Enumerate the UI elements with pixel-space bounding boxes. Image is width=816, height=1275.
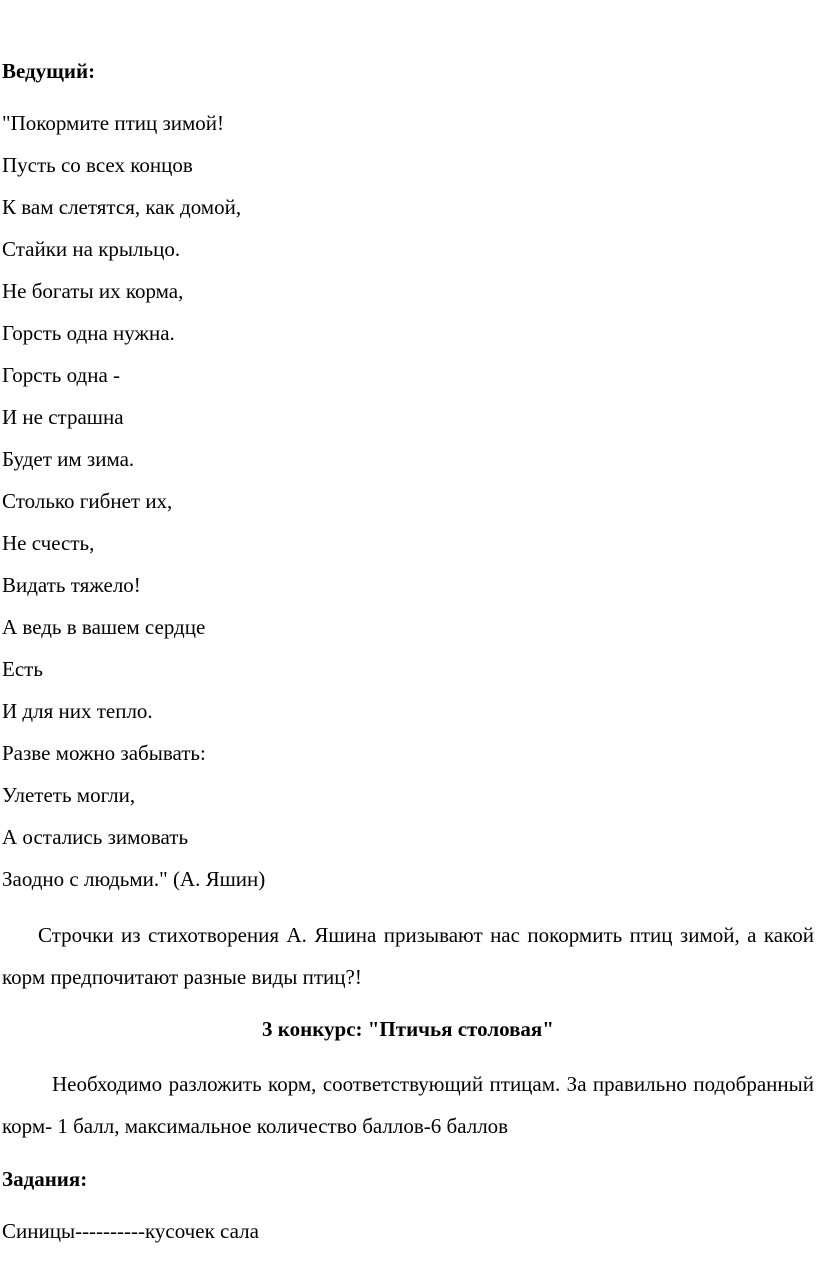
poem-line: Не богаты их корма,: [2, 279, 184, 303]
poem-line: А остались зимовать: [2, 825, 189, 849]
poem-line: К вам слетятся, как домой,: [2, 195, 242, 219]
poem-line: Видать тяжело!: [2, 573, 141, 597]
speaker-label: Ведущий:: [2, 59, 96, 83]
poem-line: Будет им зима.: [2, 447, 135, 471]
poem-line: Горсть одна -: [2, 363, 121, 387]
poem-line: Улететь могли,: [2, 783, 136, 807]
poem-line: И для них тепло.: [2, 699, 153, 723]
poem-line: Горсть одна нужна.: [2, 321, 175, 345]
tasks-heading: Задания:: [2, 1167, 88, 1191]
intro-paragraph: Строчки из стихотворения А. Яшина призывают нас покормить птиц зимой, а какой корм предпочитают разные виды птиц?!: [2, 923, 814, 989]
task-item: Синицы----------кусочек сала: [2, 1219, 259, 1243]
contest-title: 3 конкурс: "Птичья столовая": [262, 1017, 554, 1041]
poem-line: Пусть со всех концов: [2, 153, 193, 177]
poem-line: Не счесть,: [2, 531, 95, 555]
poem-line: Разве можно забывать:: [2, 741, 206, 765]
contest-description: Необходимо разложить корм, соответствующий птицам. За правильно подобранный корм- 1 балл, максимальное количество баллов-6 баллов: [2, 1072, 814, 1138]
poem-line: "Покормите птиц зимой!: [2, 111, 225, 135]
poem-line: Столько гибнет их,: [2, 489, 173, 513]
poem-line: Заодно с людьми." (А. Яшин): [2, 867, 266, 891]
poem-line: Есть: [2, 657, 43, 681]
poem-line: И не страшна: [2, 405, 124, 429]
poem-line: А ведь в вашем сердце: [2, 615, 206, 639]
poem-line: Стайки на крыльцо.: [2, 237, 181, 261]
